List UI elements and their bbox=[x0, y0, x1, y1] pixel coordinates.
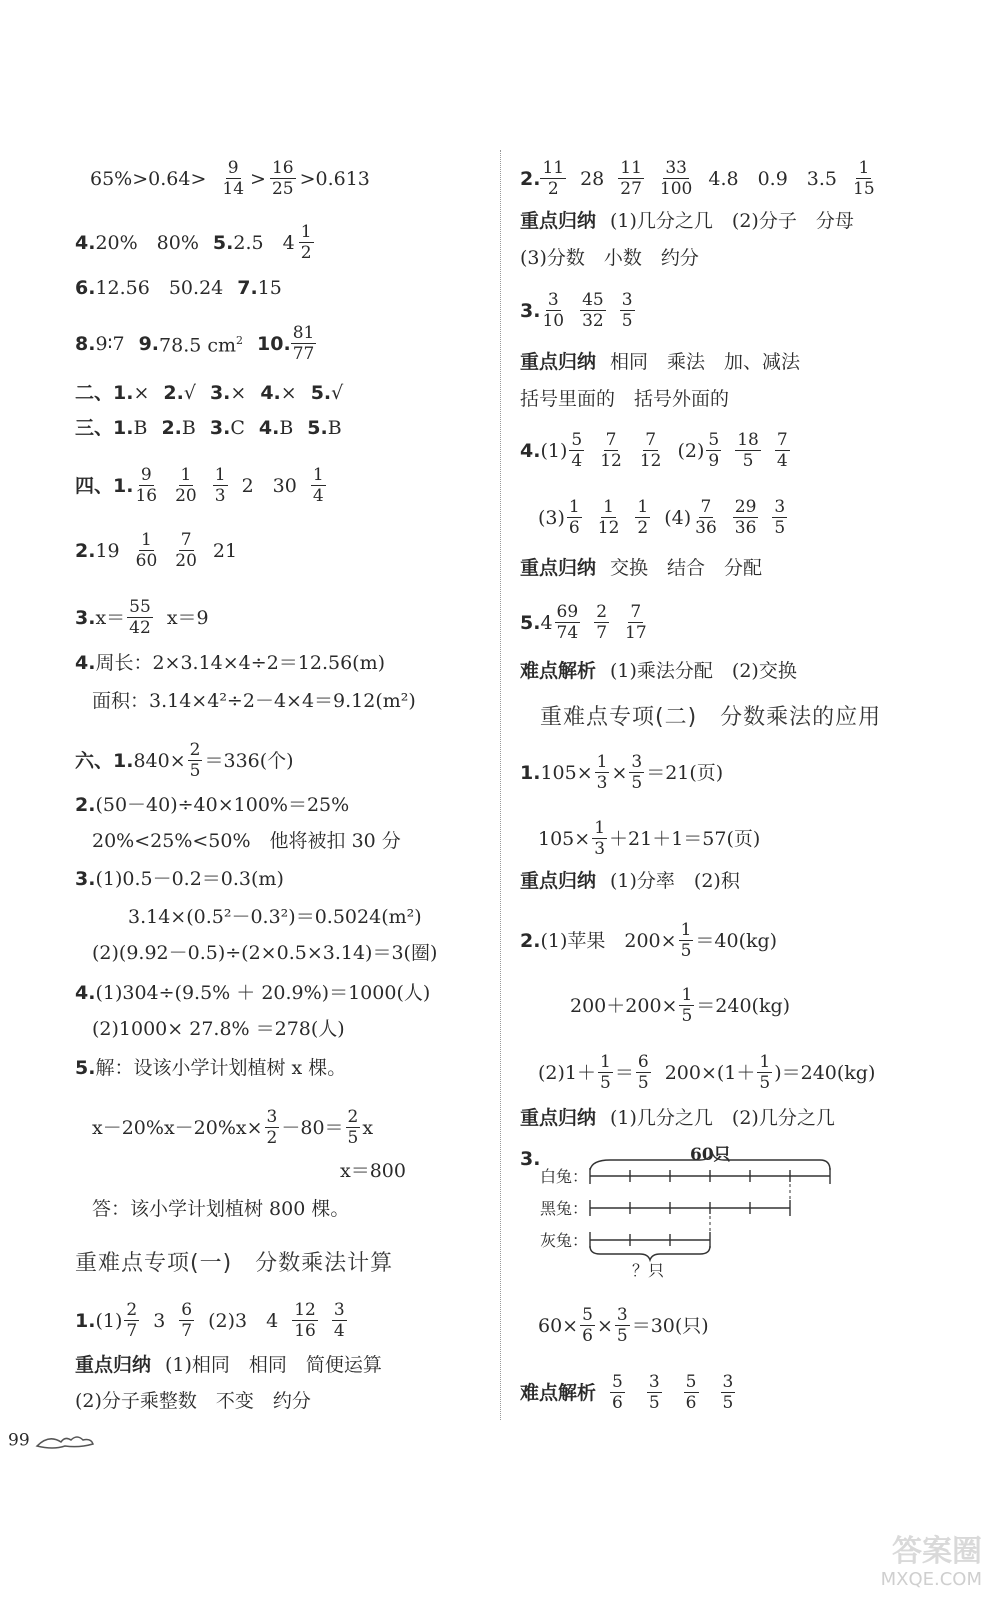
question-number: 1. bbox=[75, 1309, 96, 1332]
answer-line bbox=[538, 1305, 709, 1346]
text: ＝21(页) bbox=[646, 761, 724, 784]
fraction: $\frac{1}{2}$ bbox=[637, 497, 649, 538]
difficulty-analysis-label: 难点解析 bbox=[520, 660, 597, 682]
text: 9∶7 bbox=[95, 332, 125, 355]
fraction: $\frac{11}{27}$ bbox=[620, 158, 642, 199]
column-divider bbox=[500, 150, 501, 1420]
text: (2)1＋ bbox=[538, 1061, 597, 1084]
question-number: 3. bbox=[520, 1148, 541, 1170]
section-number: 四、 bbox=[75, 474, 114, 497]
text: (3)分数 小数 约分 bbox=[520, 247, 699, 269]
text: (3) bbox=[538, 506, 565, 529]
fraction: $\frac{9}{16}$ bbox=[135, 465, 158, 506]
text: × bbox=[280, 382, 297, 404]
answer-line bbox=[92, 1107, 373, 1148]
answer-line bbox=[90, 158, 370, 199]
answer-line bbox=[75, 1300, 347, 1341]
fraction: $\frac{1}{3}$ bbox=[214, 465, 226, 506]
answer-line bbox=[520, 245, 699, 271]
answer-line bbox=[520, 1372, 735, 1413]
question-number: 4. bbox=[260, 382, 281, 404]
fraction: $\frac{7}{12}$ bbox=[600, 430, 622, 471]
answer-line bbox=[520, 1105, 835, 1131]
question-number: 2. bbox=[520, 929, 541, 952]
answer-line bbox=[570, 985, 790, 1026]
question-number: 2. bbox=[75, 794, 96, 816]
section-number: 六、 bbox=[75, 749, 114, 772]
fraction: $\frac{1}{5}$ bbox=[681, 985, 693, 1026]
question-number: 8. bbox=[75, 332, 96, 355]
question-number: 3. bbox=[520, 299, 541, 322]
key-summary-label: 重点归纳 bbox=[75, 1354, 152, 1376]
text: × bbox=[230, 382, 247, 404]
answer-line bbox=[520, 602, 649, 643]
answer-line bbox=[520, 752, 723, 793]
section-number: 二、 bbox=[75, 382, 114, 404]
answer-line bbox=[75, 792, 349, 818]
text: 周长：2×3.14×4÷2＝12.56(m) bbox=[95, 652, 386, 674]
text: x＝800 bbox=[340, 1160, 406, 1182]
fraction: $\frac{3}{5}$ bbox=[616, 1305, 628, 1346]
key-summary-label: 重点归纳 bbox=[520, 351, 597, 373]
question-number: 4. bbox=[75, 231, 96, 254]
question-number: 5. bbox=[520, 611, 541, 634]
question-number: 7. bbox=[237, 277, 258, 299]
text: (2)(9.92－0.5)÷(2×0.5×3.14)＝3(圈) bbox=[92, 942, 438, 964]
text: x－20%x－20%x× bbox=[92, 1116, 263, 1139]
text: 3.14×(0.5²－0.3²)＝0.5024(m²) bbox=[128, 906, 422, 928]
fraction: $\frac{1}{12}$ bbox=[597, 497, 620, 538]
answer-line bbox=[520, 868, 740, 894]
text: 2 30 bbox=[241, 474, 297, 497]
text: (1)乘法分配 (2)交换 bbox=[610, 660, 797, 682]
fraction: $\frac{2}{5}$ bbox=[189, 740, 201, 781]
answer-line bbox=[520, 430, 790, 471]
fraction: $\frac{7}{12}$ bbox=[639, 430, 662, 471]
answer-line bbox=[538, 1052, 875, 1093]
text: ＝30(只) bbox=[631, 1314, 709, 1337]
fraction: $\frac{1}{5}$ bbox=[600, 1052, 611, 1093]
answer-line bbox=[520, 658, 797, 684]
text: (1)苹果 200× bbox=[540, 929, 677, 952]
question-number: 1. bbox=[113, 417, 134, 439]
white-rabbit-label: 白兔： bbox=[540, 1167, 589, 1186]
text: (50－40)÷40×100%＝25% bbox=[95, 794, 350, 816]
text: C bbox=[230, 417, 245, 439]
text: B bbox=[279, 417, 294, 439]
fraction: $\frac{3}{5}$ bbox=[774, 497, 786, 538]
section-title: 重难点专项(一) 分数乘法计算 bbox=[75, 1251, 394, 1276]
text: ＝ bbox=[614, 1061, 634, 1084]
text: 解：设该小学计划植树 x 棵。 bbox=[95, 1057, 347, 1079]
text: 60× bbox=[538, 1314, 579, 1337]
text: (1)相同 相同 简便运算 bbox=[165, 1354, 382, 1376]
watermark-logo: 答案圈 bbox=[892, 1534, 982, 1569]
fraction: $\frac{29}{36}$ bbox=[734, 497, 757, 538]
text: ＝40(kg) bbox=[695, 929, 778, 952]
question-number: 2. bbox=[161, 417, 182, 439]
text: 78.5 $cm^2$ bbox=[159, 334, 244, 357]
text: B bbox=[327, 417, 342, 439]
key-summary-label: 重点归纳 bbox=[520, 557, 597, 579]
answer-line bbox=[75, 323, 316, 364]
text: 105× bbox=[540, 761, 593, 784]
answer-line bbox=[75, 415, 342, 441]
fraction: $\frac{45}{32}$ bbox=[582, 290, 604, 331]
total-label: 60只 bbox=[690, 1145, 731, 1165]
fraction: $\frac{1}{60}$ bbox=[135, 530, 158, 571]
text: × bbox=[133, 382, 150, 404]
question-number: 3. bbox=[209, 417, 231, 439]
fraction: $\frac{1}{3}$ bbox=[594, 818, 606, 859]
answer-line bbox=[340, 1158, 406, 1184]
text: 840× bbox=[133, 749, 186, 772]
text: x bbox=[362, 1116, 374, 1139]
fraction: $\frac{3}{4}$ bbox=[333, 1300, 345, 1341]
question-number: 5. bbox=[212, 231, 234, 254]
answer-line bbox=[92, 688, 416, 714]
text: (1) bbox=[95, 1309, 123, 1332]
fraction: $\frac{3}{5}$ bbox=[621, 290, 633, 331]
text: × bbox=[611, 761, 628, 784]
answer-line bbox=[75, 866, 284, 892]
answer-line bbox=[75, 1055, 346, 1081]
total-brace bbox=[590, 1152, 830, 1170]
text: (1)几分之几 (2)分子 分母 bbox=[610, 210, 854, 232]
text: 21 bbox=[212, 539, 238, 562]
answer-line bbox=[520, 208, 854, 234]
answer-line bbox=[520, 158, 877, 199]
text: 200＋200× bbox=[570, 994, 678, 1017]
fraction: $\frac{6}{5}$ bbox=[637, 1052, 649, 1093]
text: x＝ bbox=[95, 606, 126, 629]
question-number: 1. bbox=[113, 474, 134, 497]
question-number: 6. bbox=[75, 277, 96, 299]
answer-line bbox=[128, 904, 422, 930]
text: 2.5 4 bbox=[233, 231, 295, 254]
question-number: 1. bbox=[520, 761, 541, 784]
text: (1)0.5－0.2＝0.3(m) bbox=[95, 868, 284, 890]
question-number: 2. bbox=[520, 167, 541, 190]
text: 4 bbox=[540, 611, 553, 634]
answer-line bbox=[75, 1388, 311, 1414]
fraction: $\frac{5}{4}$ bbox=[571, 430, 583, 471]
text: 相同 乘法 加、减法 bbox=[610, 351, 801, 373]
unknown-label: ？只 bbox=[632, 1261, 665, 1280]
question-number: 4. bbox=[75, 652, 96, 674]
cloud-ornament-icon bbox=[35, 1430, 95, 1452]
fraction: $\frac{1}{20}$ bbox=[175, 465, 197, 506]
text: 15 bbox=[257, 277, 282, 299]
answer-line bbox=[538, 818, 760, 859]
text: (1)几分之几 (2)几分之几 bbox=[610, 1107, 835, 1129]
fraction: $\frac{9}{14}$ bbox=[222, 158, 245, 199]
text: 交换 结合 分配 bbox=[610, 557, 763, 579]
question-number: 2. bbox=[163, 382, 184, 404]
question-number: 4. bbox=[258, 417, 280, 439]
question-number: 1. bbox=[113, 382, 134, 404]
text: 12.56 50.24 bbox=[95, 277, 224, 299]
text: 4.8 0.9 3.5 bbox=[708, 167, 838, 190]
answer-line bbox=[92, 1196, 349, 1222]
answer-line bbox=[75, 380, 343, 406]
question-number: 5. bbox=[310, 382, 332, 404]
text: 105× bbox=[538, 827, 591, 850]
fraction: $\frac{55}{42}$ bbox=[129, 597, 151, 638]
text: ＋21＋1＝57(页) bbox=[609, 827, 761, 850]
fraction: $\frac{16}{25}$ bbox=[271, 158, 294, 199]
answer-line bbox=[75, 465, 326, 506]
fraction: $\frac{11}{2}$ bbox=[542, 158, 565, 199]
answer-line bbox=[75, 740, 294, 781]
question-number: 4. bbox=[75, 982, 96, 1004]
answer-line bbox=[538, 497, 787, 538]
answer-line bbox=[92, 828, 401, 854]
fraction: $\frac{1}{5}$ bbox=[759, 1052, 771, 1093]
text: > bbox=[250, 167, 266, 190]
text: －80＝ bbox=[281, 1116, 344, 1139]
question-number: 5. bbox=[307, 417, 328, 439]
section-number: 三、 bbox=[75, 417, 114, 439]
question-number: 10. bbox=[257, 332, 291, 355]
question-number: 4. bbox=[520, 439, 541, 462]
answer-line bbox=[520, 386, 729, 412]
text: (4) bbox=[664, 506, 692, 529]
fraction: $\frac{1}{3}$ bbox=[596, 752, 608, 793]
key-summary-label: 重点归纳 bbox=[520, 1107, 597, 1129]
fraction: $\frac{81}{77}$ bbox=[292, 323, 315, 364]
text: (1) bbox=[540, 439, 568, 462]
fraction: $\frac{1}{2}$ bbox=[300, 222, 312, 263]
fraction: $\frac{69}{74}$ bbox=[556, 602, 579, 643]
fraction: $\frac{33}{100}$ bbox=[659, 158, 693, 199]
black-rabbit-label: 黑兔： bbox=[540, 1199, 589, 1218]
fraction: $\frac{5}{6}$ bbox=[582, 1305, 593, 1346]
fraction: $\frac{7}{4}$ bbox=[776, 430, 788, 471]
answer-line bbox=[75, 275, 282, 301]
answer-line bbox=[75, 597, 209, 638]
answer-line bbox=[75, 1352, 382, 1378]
text: √ bbox=[331, 382, 344, 404]
section-title: 重难点专项(二) 分数乘法的应用 bbox=[540, 705, 882, 730]
fraction: $\frac{12}{16}$ bbox=[294, 1300, 316, 1341]
answer-line bbox=[92, 1016, 345, 1042]
question-number: 5. bbox=[75, 1057, 96, 1079]
question-number: 3. bbox=[75, 606, 96, 629]
answer-line bbox=[75, 222, 314, 263]
text: (2)分子乘整数 不变 约分 bbox=[75, 1390, 311, 1412]
watermark-url: MXQE.COM bbox=[880, 1569, 982, 1590]
fraction: $\frac{2}{7}$ bbox=[126, 1300, 138, 1341]
answer-line bbox=[520, 349, 800, 375]
text: B bbox=[181, 417, 196, 439]
fraction: $\frac{1}{4}$ bbox=[312, 465, 324, 506]
question-number: 3. bbox=[75, 868, 96, 890]
text: (1)304÷(9.5% ＋ 20.9%)＝1000(人) bbox=[95, 982, 431, 1004]
fraction: $\frac{18}{5}$ bbox=[737, 430, 759, 471]
fraction: $\frac{7}{17}$ bbox=[625, 602, 647, 643]
text: (2) bbox=[677, 439, 705, 462]
answer-line bbox=[520, 555, 762, 581]
fraction: $\frac{5}{6}$ bbox=[685, 1372, 697, 1413]
fraction: $\frac{2}{5}$ bbox=[347, 1107, 359, 1148]
fraction: $\frac{3}{5}$ bbox=[722, 1372, 734, 1413]
text: >0.613 bbox=[299, 167, 370, 190]
fraction: $\frac{1}{15}$ bbox=[853, 158, 875, 199]
fraction: $\frac{1}{5}$ bbox=[680, 920, 692, 961]
key-summary-label: 重点归纳 bbox=[520, 210, 597, 232]
text: )＝240(kg) bbox=[774, 1061, 876, 1084]
text: 65%>0.64> bbox=[90, 167, 207, 190]
text: (1)分率 (2)积 bbox=[610, 870, 740, 892]
answer-line bbox=[520, 290, 635, 331]
question-number: 2. bbox=[75, 539, 96, 562]
fraction: $\frac{2}{7}$ bbox=[596, 602, 608, 643]
question-number: 1. bbox=[113, 749, 134, 772]
fraction: $\frac{7}{20}$ bbox=[175, 530, 197, 571]
fraction: $\frac{3}{2}$ bbox=[266, 1107, 278, 1148]
text: 面积：3.14×4²÷2－4×4＝9.12(m²) bbox=[92, 690, 416, 712]
fraction: $\frac{5}{6}$ bbox=[612, 1372, 623, 1413]
text: B bbox=[133, 417, 148, 439]
answer-line bbox=[75, 980, 430, 1006]
answer-line bbox=[520, 920, 777, 961]
fraction: $\frac{3}{10}$ bbox=[542, 290, 565, 331]
text: × bbox=[596, 1314, 613, 1337]
text: ＝336(个) bbox=[204, 749, 294, 772]
fraction: $\frac{3}{5}$ bbox=[648, 1372, 660, 1413]
text: 括号里面的 括号外面的 bbox=[520, 388, 730, 410]
answer-line bbox=[75, 530, 237, 571]
grey-rabbit-label: 灰兔： bbox=[540, 1231, 589, 1250]
segment-diagram bbox=[520, 1140, 850, 1280]
text: 3 bbox=[153, 1309, 166, 1332]
unknown-brace bbox=[590, 1246, 710, 1260]
text: (2)3 4 bbox=[208, 1309, 279, 1332]
text: ＝240(kg) bbox=[696, 994, 791, 1017]
text: 20% 80% bbox=[95, 231, 199, 254]
fraction: $\frac{6}{7}$ bbox=[181, 1300, 193, 1341]
fraction: $\frac{3}{5}$ bbox=[631, 752, 643, 793]
text: 28 bbox=[580, 167, 605, 190]
fraction: $\frac{7}{36}$ bbox=[695, 497, 717, 538]
text: x＝9 bbox=[166, 606, 209, 629]
question-number: 3. bbox=[209, 382, 231, 404]
text: √ bbox=[183, 382, 196, 404]
fraction: $\frac{5}{9}$ bbox=[708, 430, 720, 471]
key-summary-label: 重点归纳 bbox=[520, 870, 597, 892]
text: 20%<25%<50% 他将被扣 30 分 bbox=[92, 830, 401, 852]
difficulty-analysis-label: 难点解析 bbox=[520, 1381, 597, 1404]
segment-lines bbox=[520, 1140, 850, 1280]
text: (2)1000× 27.8% ＝278(人) bbox=[92, 1018, 345, 1040]
text: 答：该小学计划植树 800 棵。 bbox=[92, 1198, 350, 1220]
text: 200×(1＋ bbox=[664, 1061, 756, 1084]
text: 19 bbox=[95, 539, 120, 562]
answer-line bbox=[75, 650, 385, 676]
page-number: 99 bbox=[8, 1430, 95, 1452]
fraction: $\frac{1}{6}$ bbox=[568, 497, 580, 538]
answer-line bbox=[92, 940, 437, 966]
question-number: 9. bbox=[138, 332, 160, 355]
